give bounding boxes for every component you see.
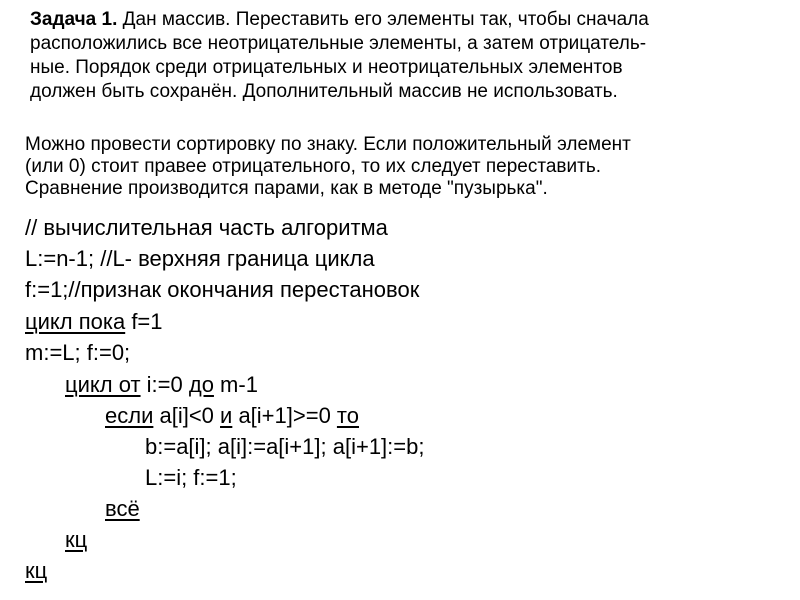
for-start: i:=0: [140, 372, 189, 397]
code-line-swap: b:=a[i]; a[i]:=a[i+1]; a[i+1]:=b;: [145, 434, 425, 459]
task-line-1: [30, 8, 782, 32]
keyword-endfor: кц: [65, 527, 88, 552]
code-line-init-l: L:=n-1; //L- верхняя граница цикла: [25, 246, 375, 271]
keyword-for: цикл от: [65, 372, 141, 397]
code-line-endfor: [65, 525, 87, 555]
keyword-endwhile: кц: [25, 558, 48, 583]
code-line-comment: // вычислительная часть алгоритма: [25, 215, 388, 240]
code-line-flags: L:=i; f:=1;: [145, 465, 237, 490]
keyword-to: до: [188, 372, 214, 397]
solution-note: [25, 134, 785, 200]
while-condition: f=1: [125, 309, 163, 334]
task-line-4: должен быть сохранён. Дополнительный массив не использовать.: [30, 81, 618, 102]
if-cond-b: a[i+1]>=0: [232, 403, 337, 428]
note-line-3: Сравнение производится парами, как в методе "пузырька".: [25, 178, 548, 199]
code-line-while: [25, 307, 163, 337]
keyword-while: цикл пока: [25, 309, 126, 334]
for-end: m-1: [213, 372, 258, 397]
code-line-endif: [105, 494, 140, 524]
code-line-endwhile: [25, 556, 47, 586]
task-statement: [30, 8, 782, 104]
code-line-assign: m:=L; f:=0;: [25, 340, 131, 365]
keyword-then: то: [336, 403, 359, 428]
note-line-2: (или 0) стоит правее отрицательного, то их следует переставить.: [25, 156, 602, 177]
code-line-for: [65, 370, 258, 400]
task-label: Задача 1.: [30, 9, 118, 30]
keyword-endif: всё: [105, 496, 140, 521]
code-line-init-f: f:=1;//признак окончания перестановок: [25, 277, 420, 302]
code-line-if: [105, 401, 359, 431]
if-cond-a: a[i]<0: [153, 403, 221, 428]
note-line-1: Можно провести сортировку по знаку. Если положительный элемент: [25, 134, 631, 155]
task-line-3: ные. Порядок среди отрицательных и неотрицательных элементов: [30, 57, 623, 78]
task-text-1: Дан массив. Переставить его элементы так, чтобы сначала: [117, 9, 649, 30]
task-line-2: расположились все неотрицательные элементы, а затем отрицатель-: [30, 33, 647, 54]
keyword-and: и: [220, 403, 233, 428]
keyword-if: если: [105, 403, 154, 428]
